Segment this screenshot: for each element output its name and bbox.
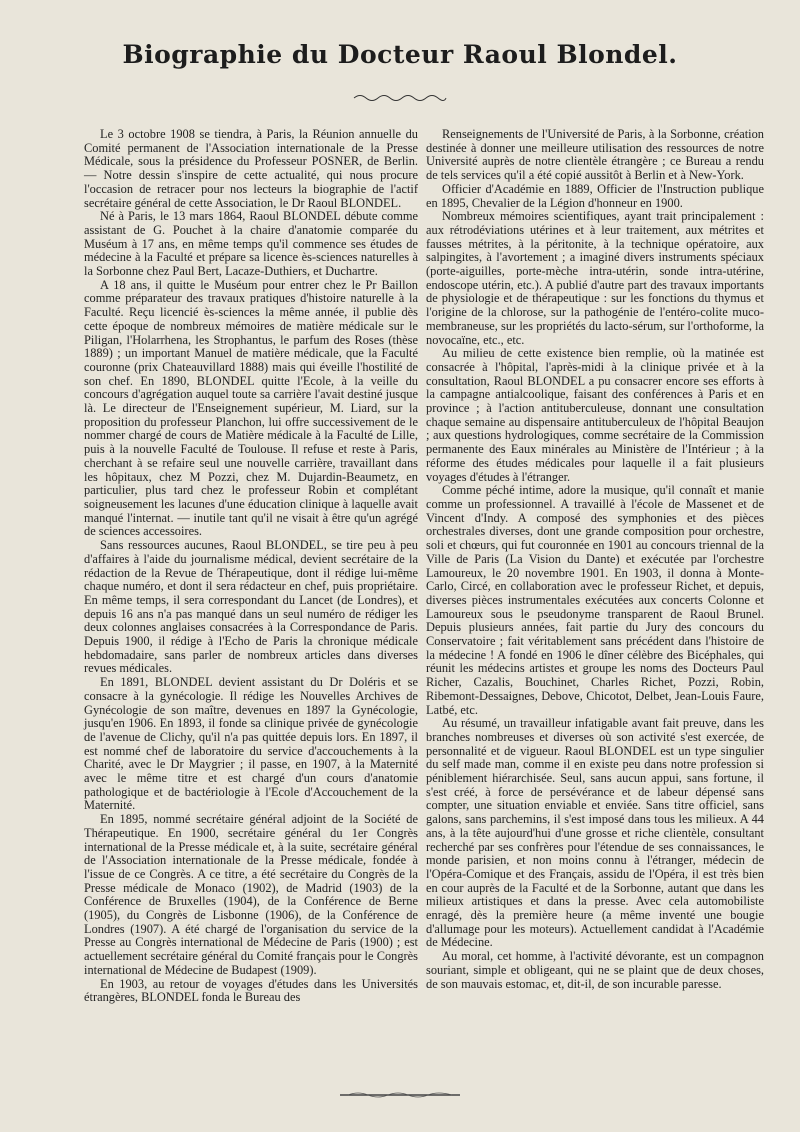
paragraph: A 18 ans, il quitte le Muséum pour entrer chez le Pr Baillon comme préparateur des travaux pratiques d'histoire naturelle à la Faculté. Reçu licencié ès-sciences la même année, il publie dès cette époque de nombreux mémoires de matière médicale sur le Piligan, l'Holarrhena, les Strophantus, le parfum des Roses (thèse 1889) ; un important Manuel de matière médicale, que la Faculté couronne (prix Chateauvillard 1888) mais qui éveille l'hostilité de son chef. En 1890, BLONDEL quitte l'Ecole, à la veille du concours d'agrégation auquel toute sa carrière l'avait destiné jusque là. Le directeur de l'Enseignement supérieur, M. Liard, sur la proposition du professeur Planchon, lui offre successivement de le nommer chargé de cours de Matière médicale à la Faculté de Lille, puis à la nouvelle Faculté de Toulouse. Il refuse et reste à Paris, cherchant à se refaire seul une nouvelle carrière, travaillant dans les hôpitaux, chez M Pozzi, chez M. Dujardin-Beaumetz, en particulier, plus tard chez le professeur Robin et complétant soigneusement les lacunes d'une éducation clinique à laquelle avait manqué l'internat. — inutile tant qu'il ne visait à être qu'un agrégé de sciences accessoires.: [84, 277, 418, 539]
paragraph: Au milieu de cette existence bien remplie, où la matinée est consacrée à l'hôpital, l'après-midi à la clinique privée et à la consultation, Raoul BLONDEL a pu consacrer encore ses efforts à la campagne antialcoolique, faisant des conférences à Paris et en province ; à l'action antituberculeuse, donnant une consultation chaque semaine au dispensaire antituberculeux de l'hôpital Beaujon ; aux questions hydrologiques, comme secrétaire de la Commission permanente des Eaux minérales au Ministère de l'Intérieur ; à la réforme des études médicales pour laquelle il a fait plusieurs voyages d'études à l'étranger.: [426, 346, 764, 484]
paragraph: Né à Paris, le 13 mars 1864, Raoul BLONDEL débute comme assistant de G. Pouchet à la chaire d'anatomie comparée du Muséum à 17 ans, en même temps qu'il commence ses études de médecine à la Faculté et prépare sa licence ès-sciences naturelles à la Sorbonne chez Paul Bert, Lacaze-Duthiers, et Duchartre.: [84, 209, 418, 279]
paragraph: Sans ressources aucunes, Raoul BLONDEL, se tire peu à peu d'affaires à l'aide du journalisme médical, devient secrétaire de la rédaction de la Revue de Thérapeutique, dont il rédige lui-même chaque numéro, et dont il sera rédacteur en chef, puis propriétaire. En même temps, il sera correspondant du Lancet (de Londres), et depuis 16 ans n'a pas manqué dans un seul numéro de rédiger les deux colonnes anglaises consacrées à la Correspondance de Paris. Depuis 1900, il rédige à l'Echo de Paris la chronique médicale hebdomadaire, sans parler de nombreux articles dans diverses revues médicales.: [84, 538, 418, 676]
paragraph: Nombreux mémoires scientifiques, ayant trait principalement : aux rétrodéviations utérines et à leur traitement, aux métrites et fausses métrites, à la péritonite, à la technique opératoire, aux salpingites, à l'avortement ; a imaginé divers instruments spéciaux (porte-aiguilles, porte-mèche intra-utérin, sonde intra-utérine, endoscope utérin, etc.). A publié d'autre part des travaux importants de physiologie et de thérapeutique : sur les fonctions du thymus et l'origine de la chlorose, sur la pathogénie de l'entéro-colite muco-membraneuse, sur les propriétés du lacto-sérum, sur l'orthoforme, la novocaïne, etc., etc.: [426, 209, 764, 347]
paragraph: Officier d'Académie en 1889, Officier de l'Instruction publique en 1895, Chevalier de la Légion d'honneur en 1900.: [426, 181, 764, 210]
title-ornament: [352, 92, 448, 104]
left-column: [84, 128, 418, 1005]
bottom-ornament: [338, 1090, 462, 1100]
right-column: [426, 128, 764, 991]
paragraph: En 1903, au retour de voyages d'études dans les Universités étrangères, BLONDEL fonda le Bureau des: [84, 976, 418, 1005]
paragraph: En 1895, nommé secrétaire général adjoint de la Société de Thérapeutique. En 1900, secrétaire général du 1er Congrès international de la Presse médicale et, à la suite, secrétaire général de l'Association internationale de la Presse médicale, fondée à l'issue de ce Congrès. A ce titre, a été secrétaire du Congrès de la Presse médicale de Monaco (1902), de Madrid (1903) de la Conférence de Bruxelles (1904), de la Conférence de Berne (1905), du Congrès de Lisbonne (1906), de la Conférence de Londres (1907). A été chargé de l'organisation du service de la Presse au Congrès international de Médecine de Paris (1900) ; est actuellement secrétaire général du Comité français pour le Congrès international de Médecine de Budapest (1909).: [84, 812, 418, 977]
paragraph: Comme péché intime, adore la musique, qu'il connaît et manie comme un professionnel. A travaillé à l'école de Massenet et de Vincent d'Indy. A composé des symphonies et des pièces orchestrales diverses, dont une grande composition pour orchestre, soli et chœurs, qui fut couronnée en 1901 au concours triennal de la Ville de Paris (La Vision du Dante) et exécutée par l'orchestre Lamoureux, le 20 novembre 1901. En 1903, il donna à Monte-Carlo, Circé, en collaboration avec le professeur Richet, et depuis, diverses pièces instrumentales exécutées aux concerts Colonne et Lamoureux sous le pseudonyme transparent de Raoul Brunel. Depuis plusieurs années, fait partie du Jury des concours du Conservatoire ; fait véritablement sans précédent dans l'histoire de la médecine ! A fondé en 1906 le dîner célèbre des Bicéphales, qui réunit les médecins artistes et groupe les noms des Docteurs Paul Richer, Cazalis, Bouchinet, Charles Richet, Pozzi, Robin, Ribemont-Dessaignes, Debove, Chicotot, Delbet, Jean-Louis Faure, Latbé, etc.: [426, 483, 764, 717]
paragraph: Au moral, cet homme, à l'activité dévorante, est un compagnon souriant, simple et obligeant, qui ne se plaint que de deux choses, de son mauvais estomac, et, dit-il, de son incurable paresse.: [426, 949, 764, 991]
paragraph: Le 3 octobre 1908 se tiendra, à Paris, la Réunion annuelle du Comité permanent de l'Association internationale de la Presse Médicale, sous la présidence du Professeur POSNER, de Berlin. — Notre dessin s'inspire de cette actualité, qui nous procure l'occasion de retracer pour nos lecteurs la biographie de l'actif secrétaire général de cette Association, le Dr Raoul BLONDEL.: [84, 127, 418, 210]
page-title: Biographie du Docteur Raoul Blondel.: [122, 40, 678, 69]
paragraph: En 1891, BLONDEL devient assistant du Dr Doléris et se consacre à la gynécologie. Il rédige les Nouvelles Archives de Gynécologie de son maître, devenues en 1897 la Gynécologie, jusqu'en 1906. En 1893, il fonde sa clinique privée de gynécologie de l'avenue de Clichy, qu'il n'a pas quittée depuis lors. En 1897, il est nommé chef de laboratoire du service d'accouchements à la Charité, avec le Dr Maygrier ; il passe, en 1907, à la Maternité avec le même titre et est chargé d'un cours d'anatomie pathologique et de bactériologie à l'Ecole d'Accouchement de la Maternité.: [84, 675, 418, 813]
paragraph: Au résumé, un travailleur infatigable avant fait preuve, dans les branches nombreuses et diverses où son activité s'est exercée, de personnalité et de vigueur. Raoul BLONDEL est un type singulier du self made man, comme il en existe peu dans notre profession si péniblement hiérarchisée. Seul, sans aucun appui, sans fortune, il s'est créé, à force de persévérance et de labeur dépensé sans compter, une situation enviable et enviée. Sans titre officiel, sans galons, sans parchemins, il s'est imposé dans tous les milieux. A 44 ans, à la tête aujourd'hui d'une grosse et riche clientèle, consultant recherché par ses confrères pour l'étendue de ses connaissances, le monde parisien, et non moins connu à l'étranger, médecin de l'Opéra-Comique et des Français, assidu de l'Opéra, il est très bien en cour auprès de la Faculté et de la Sorbonne, autant que dans les milieux artistiques et dans la presse. Avec cela automobiliste enragé, dès la première heure (a même inventé une bougie d'allumage pour les moteurs). Actuellement candidat à l'Académie de Médecine.: [426, 716, 764, 950]
paragraph: Renseignements de l'Université de Paris, à la Sorbonne, création destinée à donner une meilleure utilisation des ressources de notre Université auprès de notre clientèle étrangère ; ce Bureau a rendu de tels services qu'il a été copié aussitôt à Berlin et à New-York.: [426, 127, 764, 183]
